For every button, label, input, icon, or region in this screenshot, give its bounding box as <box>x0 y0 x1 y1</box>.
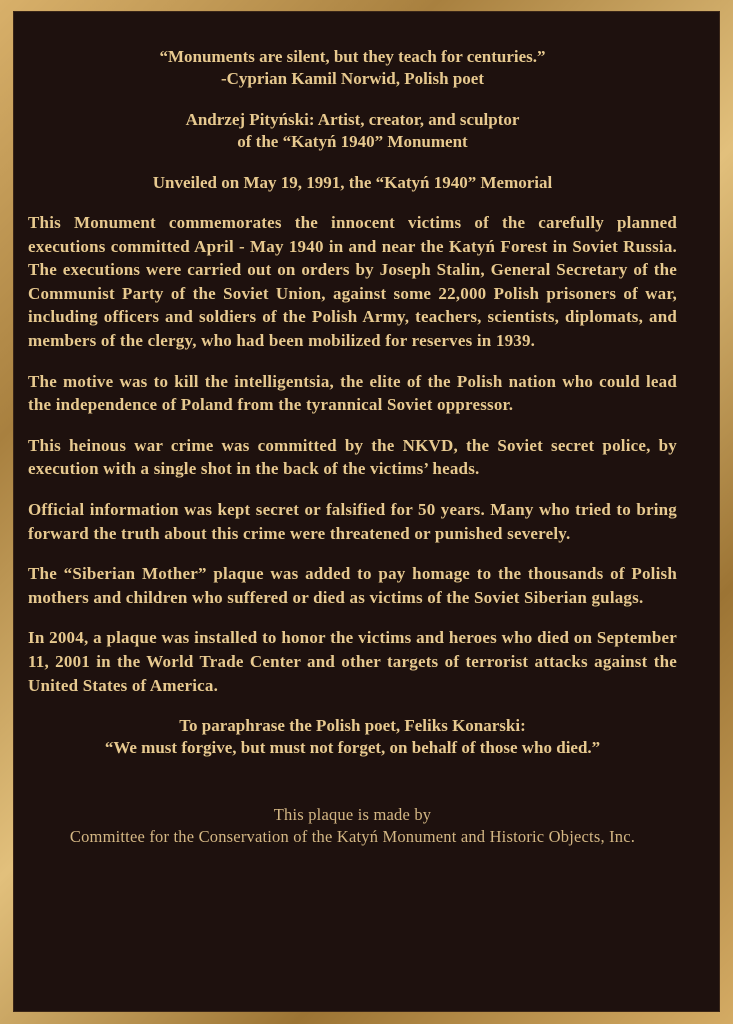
paragraph-2004-plaque: In 2004, a plaque was installed to honor the victims and heroes who died on September 11, 2001 in the World Trade Center and other targets of terrorist attacks against the United States of America. <box>28 628 677 695</box>
maker-line-2: Committee for the Conservation of the Katyń Monument and Historic Objects, Inc. <box>69 827 636 847</box>
unveiled-text: Unveiled on May 19, 1991, the “Katyń 1940” Memorial <box>152 173 553 192</box>
paragraph-siberian-mother: The “Siberian Mother” plaque was added to pay homage to the thousands of Polish mothers and children who suffered or died as victims of the Soviet Siberian gulags. <box>28 564 677 607</box>
paragraph-commemoration: This Monument commemorates the innocent victims of the carefully planned executions committed April - May 1940 in and near the Katyń Forest in Soviet Russia. The executions were carried out on orders by Joseph Stalin, General Secretary of the Communist Party of the Soviet Union, against some 22,000 Polish prisoners of war, including officers and soldiers of the Polish Army, teachers, scientists, diplomats, and members of the clergy, who had been mobilized for reserves in 1939. <box>28 213 677 350</box>
opening-quote <box>27 46 678 90</box>
unveiled-line <box>27 172 678 194</box>
artist-credit <box>27 109 678 153</box>
plaque-text <box>27 29 678 848</box>
maker-credit <box>27 804 678 848</box>
paragraph-motive: The motive was to kill the intelligentsia, the elite of the Polish nation who could lead the independence of Poland from the tyrannical Soviet oppressor. <box>28 371 677 415</box>
quote-text: “Monuments are silent, but they teach for centuries.” <box>159 47 546 66</box>
artist-line-1: Andrzej Pityński: Artist, creator, and sculptor <box>185 110 520 129</box>
paragraph-official-information: Official information was kept secret or falsified for 50 years. Many who tried to bring forward the truth about this crime were threatened or punished severely. <box>28 499 677 543</box>
paragraph-war-crime: This heinous war crime was committed by the NKVD, the Soviet secret police, by execution with a single shot in the back of the victims’ heads. <box>28 435 677 479</box>
artist-line-2: of the “Katyń 1940” Monument <box>237 132 468 151</box>
closing-quote <box>27 715 678 759</box>
maker-line-1: This plaque is made by <box>273 805 432 825</box>
quote-attribution: -Cyprian Kamil Norwid, Polish poet <box>220 69 485 88</box>
closing-line-2: “We must forgive, but must not forget, on behalf of those who died.” <box>104 738 601 758</box>
closing-line-1: To paraphrase the Polish poet, Feliks Konarski: <box>179 716 526 736</box>
